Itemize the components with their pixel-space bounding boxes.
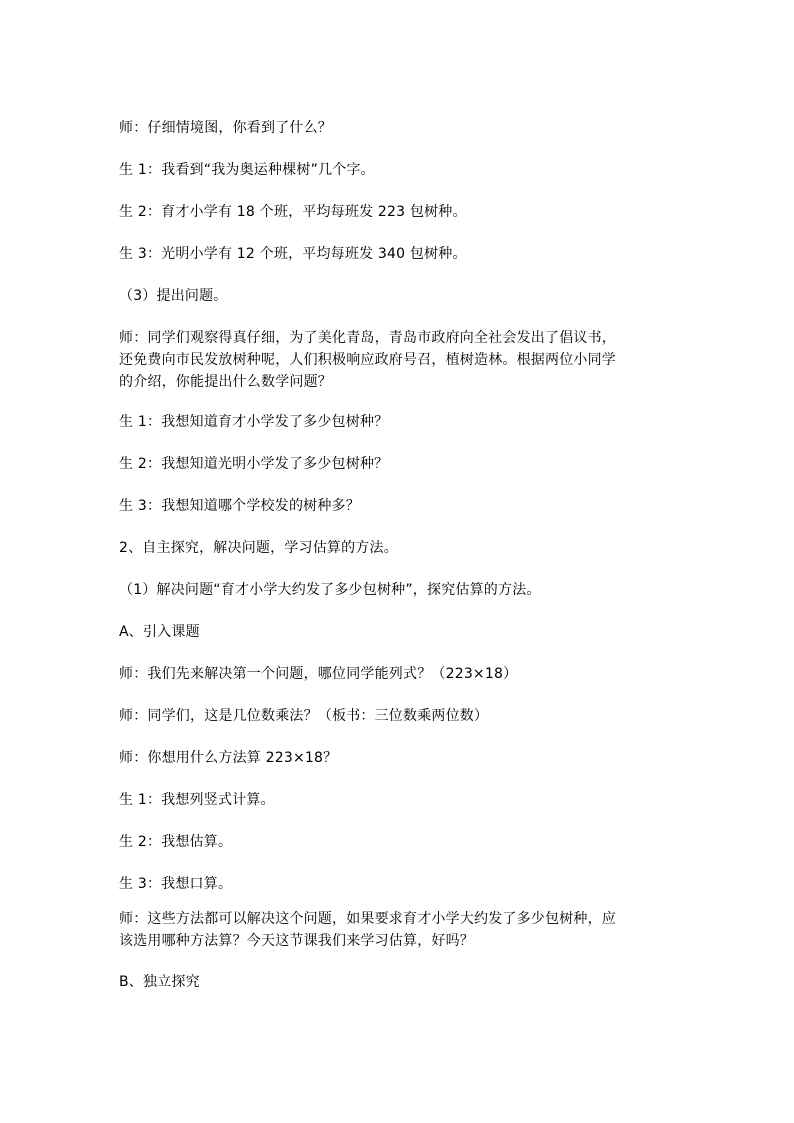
teacher-line-which-method: 师：你想用什么方法算 223×18？ xyxy=(119,750,338,766)
teacher-paragraph-estimation xyxy=(119,908,679,952)
student-1-line-words: 生 1：我看到“我为奥运种棵树”几个字。 xyxy=(119,162,375,178)
section-explore-heading: 2、自主探究，解决问题，学习估算的方法。 xyxy=(119,540,398,556)
student-1-vertical-calc: 生 1：我想列竖式计算。 xyxy=(119,792,275,808)
section-ask-question: （3）提出问题。 xyxy=(119,288,228,304)
student-2-estimate: 生 2：我想估算。 xyxy=(119,834,233,850)
teacher-line-multiplication-type: 师：同学们，这是几位数乘法？（板书：三位数乘两位数） xyxy=(119,708,489,724)
subheading-introduce-topic: A、引入课题 xyxy=(119,624,200,640)
paragraph-line: 师：同学们观察得真仔细，为了美化青岛，青岛市政府向全社会发出了倡议书， xyxy=(119,330,616,346)
student-3-line-guangming: 生 3：光明小学有 12 个班，平均每班发 340 包树种。 xyxy=(119,246,467,262)
student-3-question: 生 3：我想知道哪个学校发的树种多？ xyxy=(119,498,360,514)
paragraph-line: 师：这些方法都可以解决这个问题，如果要求育才小学大约发了多少包树种，应 xyxy=(119,911,616,927)
subheading-independent-explore: B、独立探究 xyxy=(119,974,200,990)
paragraph-line: 的介绍，你能提出什么数学问题？ xyxy=(119,374,332,390)
student-2-question: 生 2：我想知道光明小学发了多少包树种？ xyxy=(119,456,389,472)
teacher-paragraph-qingdao xyxy=(119,327,679,393)
teacher-line-first-question: 师：我们先来解决第一个问题，哪位同学能列式？（223×18） xyxy=(119,666,518,682)
teacher-line-observe: 师：仔细情境图，你看到了什么？ xyxy=(119,120,332,136)
paragraph-line: 还免费向市民发放树种呢，人们积极响应政府号召，植树造林。根据两位小同学 xyxy=(119,352,616,368)
paragraph-line: 该选用哪种方法算？今天这节课我们来学习估算，好吗？ xyxy=(119,933,474,949)
student-2-line-yucai: 生 2：育才小学有 18 个班，平均每班发 223 包树种。 xyxy=(119,204,467,220)
subsection-estimate-method: （1）解决问题“育才小学大约发了多少包树种”，探究估算的方法。 xyxy=(119,582,541,598)
student-3-mental-calc: 生 3：我想口算。 xyxy=(119,876,233,892)
student-1-question: 生 1：我想知道育才小学发了多少包树种？ xyxy=(119,414,389,430)
